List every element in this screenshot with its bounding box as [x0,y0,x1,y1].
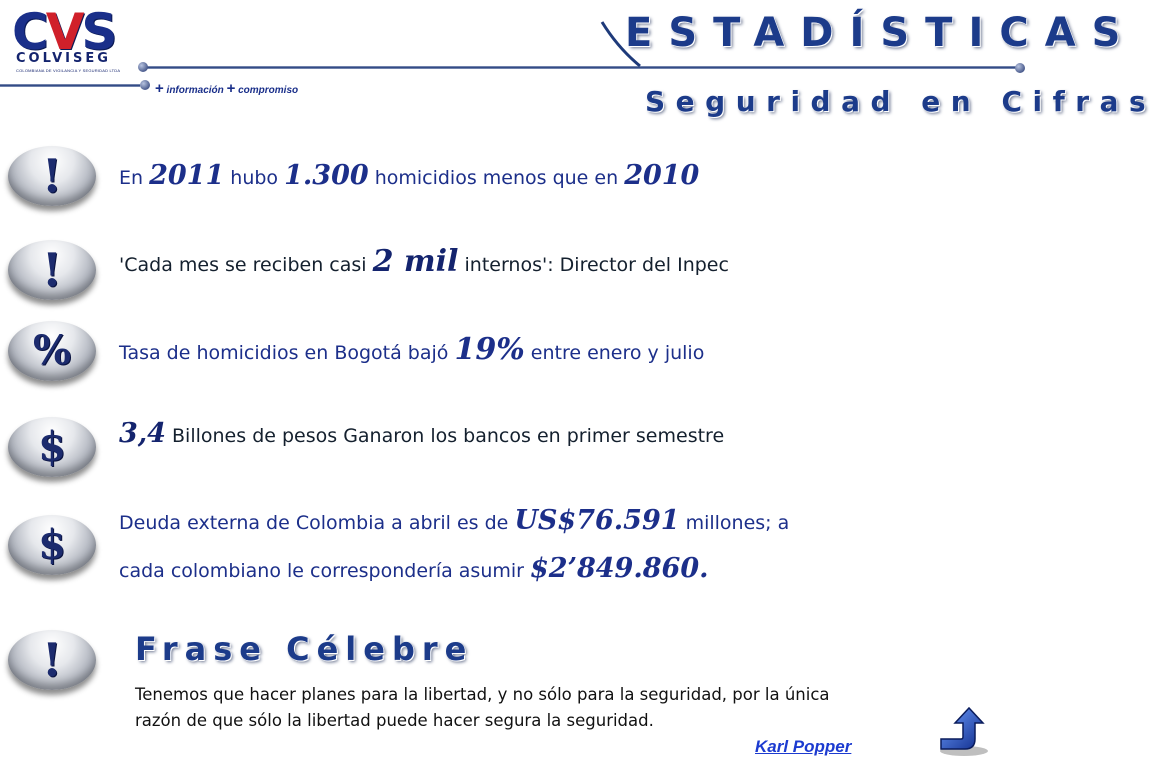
header-rule-left [0,84,140,87]
company-logo [10,4,134,76]
percent-icon: % [8,321,96,381]
quote-title: Frase Célebre [135,630,474,668]
exclamation-icon: ! [8,146,96,206]
tagline: + información + compromiso [155,80,299,97]
logo-cvs: CVS [12,3,115,61]
quote-text: Tenemos que hacer planes para la libertad, y no sólo para la seguridad, por la única razón de que sólo la libertad puede hacer segura la seguridad. [135,685,830,730]
exclamation-icon: ! [8,240,96,300]
dollar-icon: $ [8,417,96,477]
fact-bogota-homicide-rate: Tasa de homicidios en Bogotá bajó 19% entre enero y julio [119,332,705,367]
quote-author-link[interactable]: Karl Popper [755,737,852,756]
page-subtitle: Seguridad en Cifras [645,85,1156,118]
header-rule-dot [1015,63,1025,73]
fact-external-debt-line1: Deuda externa de Colombia a abril es de US$76.591 millones; a [119,505,790,536]
exclamation-icon: ! [8,630,96,690]
header-rule-dot [138,62,148,72]
fact-bank-profits: 3,4 Billones de pesos Ganaron los bancos en primer semestre [119,418,725,449]
page-title: ESTADÍSTICAS [625,10,1137,56]
header-rule-top [140,66,1024,69]
header-rule-dot [140,80,150,90]
logo-brand-name: COLVISEG [16,51,111,66]
return-arrow-icon[interactable] [935,705,993,757]
fact-inpec-inmates: 'Cada mes se reciben casi 2 mil internos': Director del Inpec [119,244,729,279]
fact-homicides-2011: En 2011 hubo 1.300 homicidios menos que en 2010 [119,160,700,191]
logo-subtitle: COLOMBIANA DE VIGILANCIA Y SEGURIDAD LTDA [16,68,121,73]
fact-external-debt-line2: cada colombiano le correspondería asumir $2’849.860. [119,553,709,584]
dollar-icon: $ [8,515,96,575]
